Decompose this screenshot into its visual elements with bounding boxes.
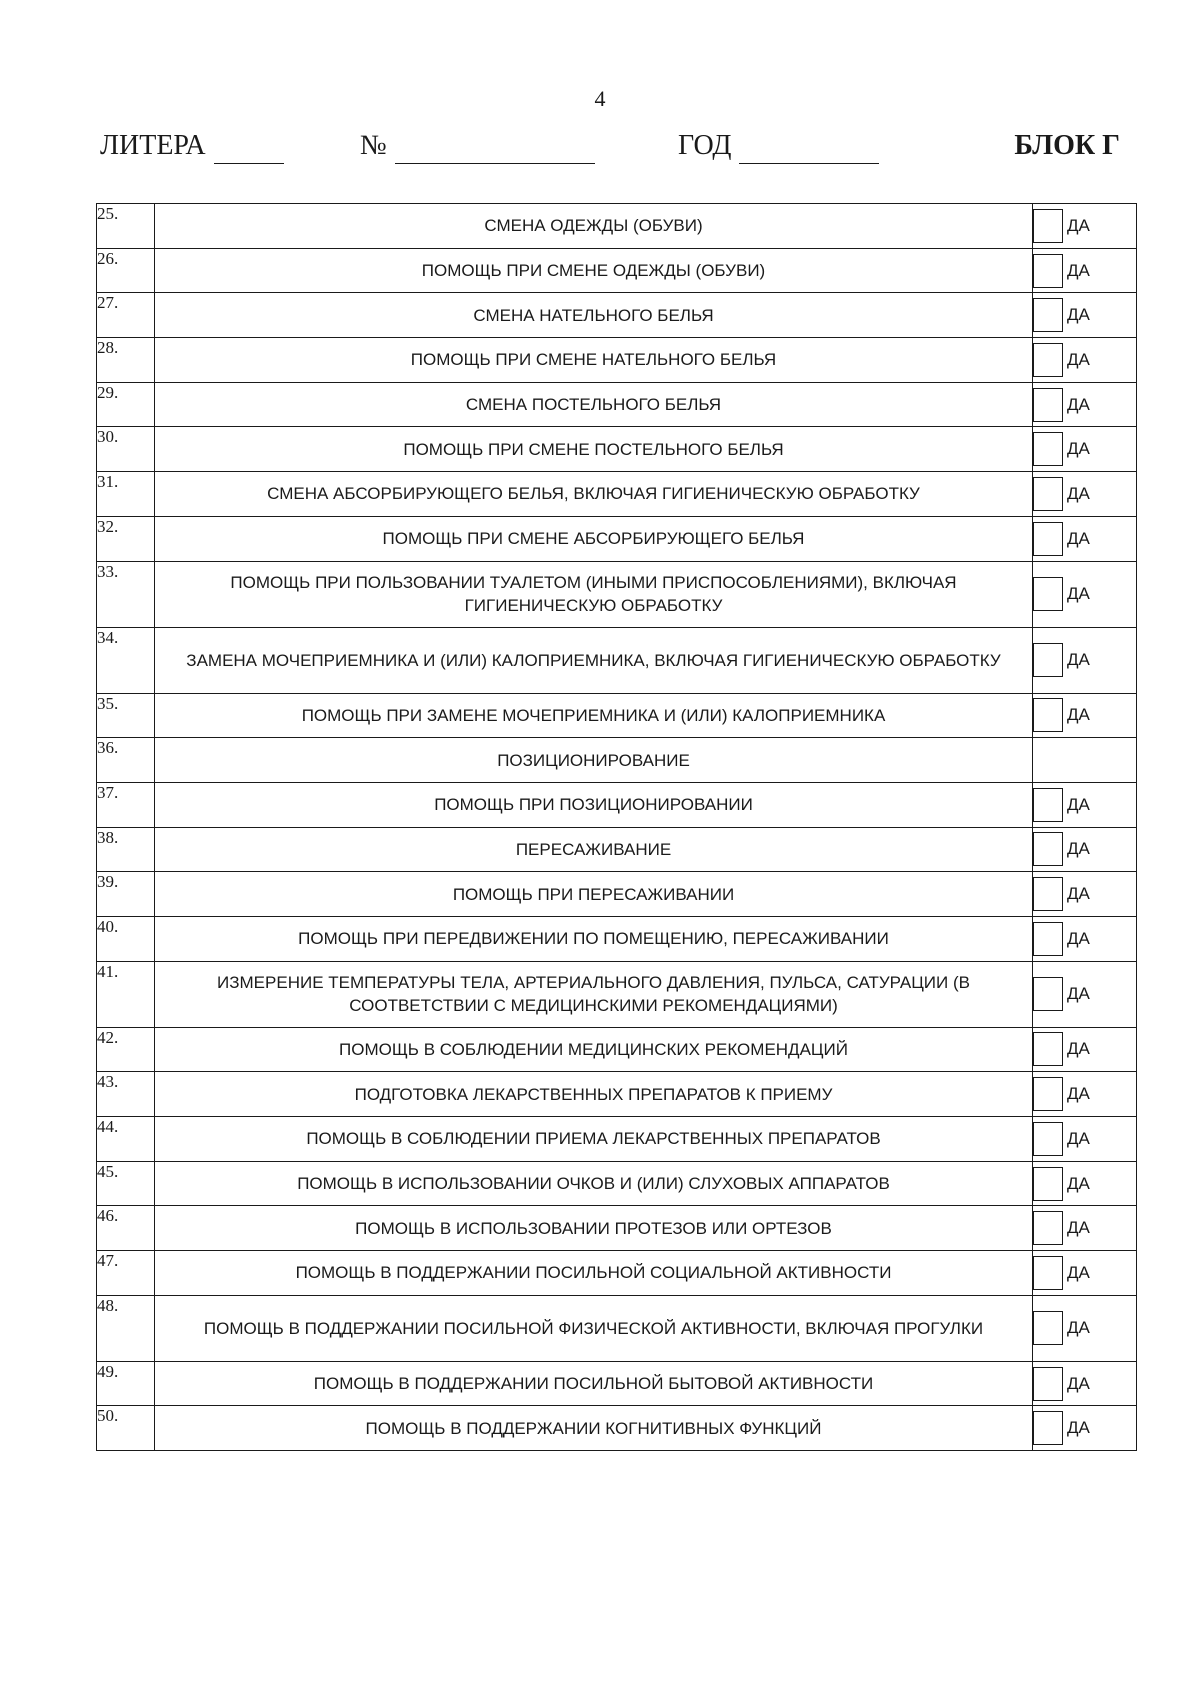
yes-checkbox[interactable] — [1033, 522, 1063, 556]
yes-checkbox[interactable] — [1033, 788, 1063, 822]
yes-label: ДА — [1067, 1084, 1090, 1104]
number-label: № — [360, 130, 387, 161]
table-row — [97, 1295, 1137, 1361]
row-description: ПОМОЩЬ В ИСПОЛЬЗОВАНИИ ПРОТЕЗОВ ИЛИ ОРТЕЗОВ — [155, 1206, 1033, 1251]
table-row — [97, 782, 1137, 827]
yes-checkbox[interactable] — [1033, 1311, 1063, 1345]
table-row — [97, 738, 1137, 783]
row-number: 39. — [97, 872, 155, 917]
row-description: ПОЗИЦИОНИРОВАНИЕ — [155, 738, 1033, 783]
yes-checkbox[interactable] — [1033, 698, 1063, 732]
page-number: 4 — [594, 86, 606, 111]
row-answer-cell — [1033, 1072, 1137, 1117]
table-row — [97, 248, 1137, 293]
row-answer-cell — [1033, 338, 1137, 383]
yes-label: ДА — [1067, 439, 1090, 459]
yes-label: ДА — [1067, 705, 1090, 725]
yes-checkbox[interactable] — [1033, 1411, 1063, 1445]
table-row — [97, 1406, 1137, 1451]
yes-checkbox[interactable] — [1033, 577, 1063, 611]
row-number: 38. — [97, 827, 155, 872]
row-description: ПОМОЩЬ ПРИ ПОЗИЦИОНИРОВАНИИ — [155, 782, 1033, 827]
yes-label: ДА — [1067, 483, 1090, 503]
row-description: ПОМОЩЬ ПРИ СМЕНЕ АБСОРБИРУЮЩЕГО БЕЛЬЯ — [155, 516, 1033, 561]
table-row — [97, 293, 1137, 338]
row-answer-cell — [1033, 1206, 1137, 1251]
table-row — [97, 961, 1137, 1027]
row-description: ПОМОЩЬ ПРИ ПЕРЕДВИЖЕНИИ ПО ПОМЕЩЕНИЮ, ПЕРЕСАЖИВАНИИ — [155, 916, 1033, 961]
row-number: 35. — [97, 693, 155, 738]
row-answer-cell — [1033, 1117, 1137, 1162]
row-answer-cell — [1033, 293, 1137, 338]
row-answer-cell — [1033, 827, 1137, 872]
yes-label: ДА — [1067, 584, 1090, 603]
row-answer-cell — [1033, 782, 1137, 827]
row-number: 48. — [97, 1295, 155, 1361]
row-number: 44. — [97, 1117, 155, 1162]
row-description: СМЕНА НАТЕЛЬНОГО БЕЛЬЯ — [155, 293, 1033, 338]
yes-checkbox[interactable] — [1033, 388, 1063, 422]
row-number: 45. — [97, 1161, 155, 1206]
table-row — [97, 1251, 1137, 1296]
table-row — [97, 827, 1137, 872]
row-description: ПОМОЩЬ В СОБЛЮДЕНИИ ПРИЕМА ЛЕКАРСТВЕННЫХ ПРЕПАРАТОВ — [155, 1117, 1033, 1162]
table-row — [97, 1206, 1137, 1251]
yes-label: ДА — [1067, 928, 1090, 948]
table-row — [97, 916, 1137, 961]
table-row — [97, 693, 1137, 738]
litera-field — [100, 128, 284, 164]
row-description: ПОМОЩЬ ПРИ СМЕНЕ ПОСТЕЛЬНОГО БЕЛЬЯ — [155, 427, 1033, 472]
row-description: ПОМОЩЬ В ПОДДЕРЖАНИИ ПОСИЛЬНОЙ СОЦИАЛЬНОЙ АКТИВНОСТИ — [155, 1251, 1033, 1296]
yes-checkbox[interactable] — [1033, 1032, 1063, 1066]
row-number: 42. — [97, 1027, 155, 1072]
yes-label: ДА — [1067, 650, 1090, 669]
row-number: 47. — [97, 1251, 155, 1296]
yes-label: ДА — [1067, 794, 1090, 814]
table-row — [97, 1361, 1137, 1406]
row-answer-cell — [1033, 248, 1137, 293]
yes-label: ДА — [1067, 1128, 1090, 1148]
row-answer-cell — [1033, 1251, 1137, 1296]
items-table — [96, 203, 1137, 1451]
row-description: СМЕНА ПОСТЕЛЬНОГО БЕЛЬЯ — [155, 382, 1033, 427]
yes-checkbox[interactable] — [1033, 343, 1063, 377]
row-number: 49. — [97, 1361, 155, 1406]
yes-checkbox[interactable] — [1033, 832, 1063, 866]
table-row — [97, 204, 1137, 249]
row-answer-cell — [1033, 738, 1137, 783]
yes-label: ДА — [1067, 394, 1090, 414]
table-row — [97, 1117, 1137, 1162]
row-number: 31. — [97, 472, 155, 517]
row-description: ПОМОЩЬ ПРИ ПЕРЕСАЖИВАНИИ — [155, 872, 1033, 917]
yes-checkbox[interactable] — [1033, 1122, 1063, 1156]
row-number: 36. — [97, 738, 155, 783]
table-row — [97, 472, 1137, 517]
yes-checkbox[interactable] — [1033, 877, 1063, 911]
table-row — [97, 872, 1137, 917]
yes-checkbox[interactable] — [1033, 298, 1063, 332]
row-description: ПОМОЩЬ В ПОДДЕРЖАНИИ КОГНИТИВНЫХ ФУНКЦИЙ — [155, 1406, 1033, 1451]
table-row — [97, 1072, 1137, 1117]
row-number: 32. — [97, 516, 155, 561]
row-answer-cell — [1033, 427, 1137, 472]
litera-blank[interactable] — [214, 137, 284, 164]
row-description: ПОМОЩЬ ПРИ ПОЛЬЗОВАНИИ ТУАЛЕТОМ (ИНЫМИ ПРИСПОСОБЛЕНИЯМИ), ВКЛЮЧАЯ ГИГИЕНИЧЕСКУЮ ОБРАБОТКУ — [155, 561, 1033, 627]
table-row — [97, 627, 1137, 693]
row-description: ПЕРЕСАЖИВАНИЕ — [155, 827, 1033, 872]
yes-checkbox[interactable] — [1033, 1211, 1063, 1245]
row-number: 43. — [97, 1072, 155, 1117]
row-number: 28. — [97, 338, 155, 383]
row-answer-cell — [1033, 1295, 1137, 1361]
row-description: ПОМОЩЬ В ИСПОЛЬЗОВАНИИ ОЧКОВ И (ИЛИ) СЛУХОВЫХ АППАРАТОВ — [155, 1161, 1033, 1206]
yes-checkbox[interactable] — [1033, 254, 1063, 288]
row-answer-cell — [1033, 693, 1137, 738]
yes-checkbox[interactable] — [1033, 432, 1063, 466]
row-answer-cell — [1033, 472, 1137, 517]
yes-label: ДА — [1067, 1373, 1090, 1393]
yes-label: ДА — [1067, 984, 1090, 1004]
row-number: 40. — [97, 916, 155, 961]
year-blank[interactable] — [739, 137, 879, 164]
row-number: 37. — [97, 782, 155, 827]
row-answer-cell — [1033, 382, 1137, 427]
yes-label: ДА — [1067, 1418, 1090, 1438]
table-row — [97, 338, 1137, 383]
row-answer-cell — [1033, 872, 1137, 917]
row-answer-cell — [1033, 916, 1137, 961]
table-row — [97, 427, 1137, 472]
litera-label: ЛИТЕРА — [100, 130, 206, 161]
row-description: ПОДГОТОВКА ЛЕКАРСТВЕННЫХ ПРЕПАРАТОВ К ПРИЕМУ — [155, 1072, 1033, 1117]
row-description: СМЕНА АБСОРБИРУЮЩЕГО БЕЛЬЯ, ВКЛЮЧАЯ ГИГИЕНИЧЕСКУЮ ОБРАБОТКУ — [155, 472, 1033, 517]
yes-checkbox[interactable] — [1033, 1167, 1063, 1201]
row-answer-cell — [1033, 516, 1137, 561]
table-row — [97, 561, 1137, 627]
row-answer-cell — [1033, 627, 1137, 693]
number-field — [360, 128, 595, 164]
row-description: СМЕНА ОДЕЖДЫ (ОБУВИ) — [155, 204, 1033, 249]
row-number: 29. — [97, 382, 155, 427]
row-number: 30. — [97, 427, 155, 472]
yes-checkbox[interactable] — [1033, 1256, 1063, 1290]
number-blank[interactable] — [395, 137, 595, 164]
row-number: 41. — [97, 961, 155, 1027]
row-number: 46. — [97, 1206, 155, 1251]
table-row — [97, 1161, 1137, 1206]
row-description: ПОМОЩЬ ПРИ СМЕНЕ ОДЕЖДЫ (ОБУВИ) — [155, 248, 1033, 293]
row-answer-cell — [1033, 1161, 1137, 1206]
yes-checkbox[interactable] — [1033, 1367, 1063, 1401]
yes-label: ДА — [1067, 349, 1090, 369]
row-answer-cell — [1033, 1027, 1137, 1072]
table-row — [97, 516, 1137, 561]
row-description: ПОМОЩЬ ПРИ ЗАМЕНЕ МОЧЕПРИЕМНИКА И (ИЛИ) КАЛОПРИЕМНИКА — [155, 693, 1033, 738]
form-header — [100, 128, 1120, 164]
yes-label: ДА — [1067, 1218, 1090, 1238]
table-row — [97, 382, 1137, 427]
yes-checkbox[interactable] — [1033, 977, 1063, 1011]
row-number: 27. — [97, 293, 155, 338]
year-field — [678, 128, 879, 164]
yes-label: ДА — [1067, 1262, 1090, 1282]
yes-label: ДА — [1067, 1039, 1090, 1059]
yes-checkbox[interactable] — [1033, 643, 1063, 677]
row-description: ПОМОЩЬ В СОБЛЮДЕНИИ МЕДИЦИНСКИХ РЕКОМЕНДАЦИЙ — [155, 1027, 1033, 1072]
row-answer-cell — [1033, 561, 1137, 627]
row-answer-cell — [1033, 204, 1137, 249]
year-label: ГОД — [678, 130, 732, 161]
yes-checkbox[interactable] — [1033, 1077, 1063, 1111]
yes-label: ДА — [1067, 260, 1090, 280]
row-description: ПОМОЩЬ В ПОДДЕРЖАНИИ ПОСИЛЬНОЙ ФИЗИЧЕСКОЙ АКТИВНОСТИ, ВКЛЮЧАЯ ПРОГУЛКИ — [155, 1295, 1033, 1361]
row-number: 50. — [97, 1406, 155, 1451]
yes-label: ДА — [1067, 305, 1090, 325]
yes-label: ДА — [1067, 215, 1090, 235]
row-number: 26. — [97, 248, 155, 293]
yes-checkbox[interactable] — [1033, 477, 1063, 511]
yes-label: ДА — [1067, 528, 1090, 548]
row-answer-cell — [1033, 1361, 1137, 1406]
row-answer-cell — [1033, 1406, 1137, 1451]
yes-checkbox[interactable] — [1033, 922, 1063, 956]
yes-label: ДА — [1067, 839, 1090, 859]
row-description: ЗАМЕНА МОЧЕПРИЕМНИКА И (ИЛИ) КАЛОПРИЕМНИКА, ВКЛЮЧАЯ ГИГИЕНИЧЕСКУЮ ОБРАБОТКУ — [155, 627, 1033, 693]
row-number: 33. — [97, 561, 155, 627]
row-description: ИЗМЕРЕНИЕ ТЕМПЕРАТУРЫ ТЕЛА, АРТЕРИАЛЬНОГО ДАВЛЕНИЯ, ПУЛЬСА, САТУРАЦИИ (В СООТВЕТСТВИИ С МЕДИЦИНСКИМИ РЕКОМЕНДАЦИЯМИ) — [155, 961, 1033, 1027]
row-description: ПОМОЩЬ ПРИ СМЕНЕ НАТЕЛЬНОГО БЕЛЬЯ — [155, 338, 1033, 383]
yes-label: ДА — [1067, 1173, 1090, 1193]
row-number: 34. — [97, 627, 155, 693]
row-number: 25. — [97, 204, 155, 249]
row-answer-cell — [1033, 961, 1137, 1027]
block-label: БЛОК Г — [1014, 130, 1120, 161]
row-description: ПОМОЩЬ В ПОДДЕРЖАНИИ ПОСИЛЬНОЙ БЫТОВОЙ АКТИВНОСТИ — [155, 1361, 1033, 1406]
yes-label: ДА — [1067, 884, 1090, 904]
yes-checkbox[interactable] — [1033, 209, 1063, 243]
yes-label: ДА — [1067, 1318, 1090, 1338]
table-row — [97, 1027, 1137, 1072]
items-table-body — [97, 204, 1137, 1451]
